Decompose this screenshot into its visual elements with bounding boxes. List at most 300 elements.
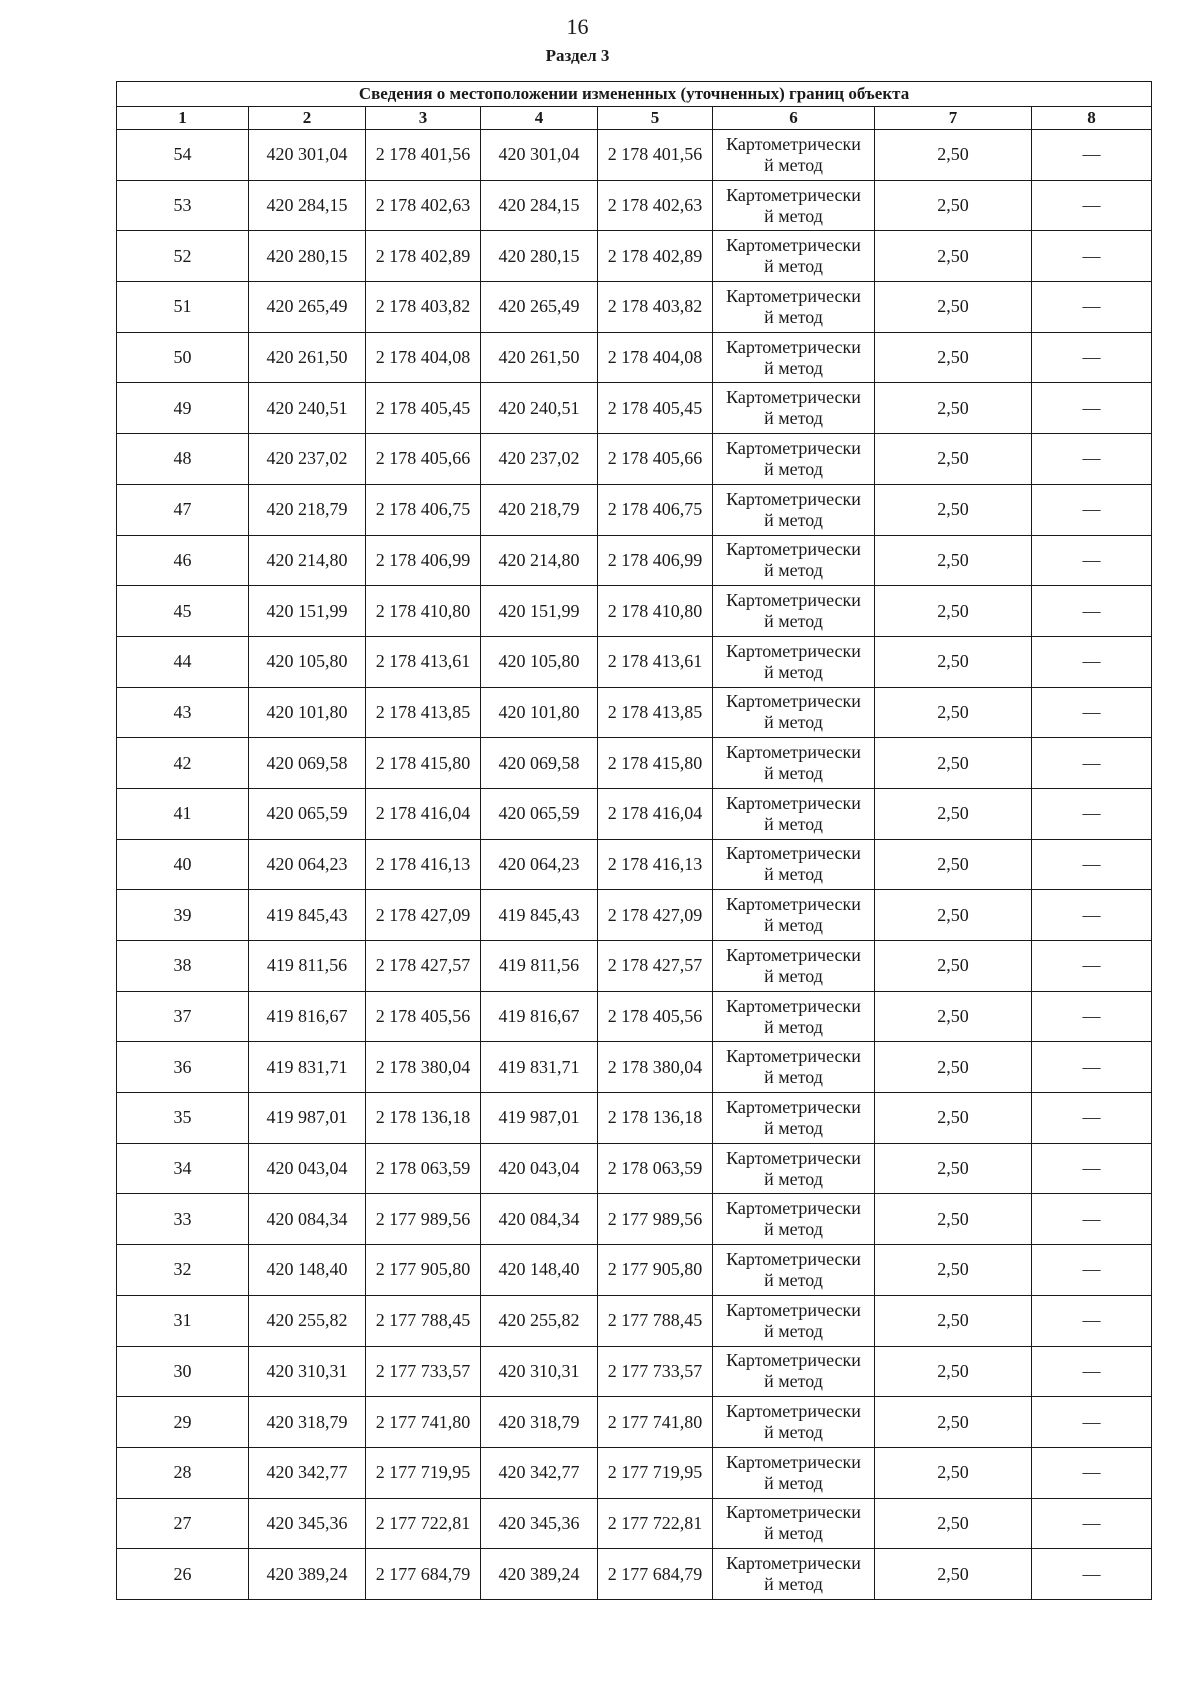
method-cell (713, 941, 875, 992)
point-number-cell: 51 (117, 282, 249, 333)
method-text: Картометрически (726, 1299, 861, 1320)
point-number-cell: 37 (117, 991, 249, 1042)
refined-x-cell: 419 831,71 (481, 1042, 598, 1093)
note-cell: — (1032, 586, 1152, 637)
point-number-cell: 54 (117, 130, 249, 181)
accuracy-cell: 2,50 (875, 1093, 1032, 1144)
method-text: й метод (764, 763, 823, 784)
table-row (117, 738, 1152, 789)
point-number-cell: 47 (117, 484, 249, 535)
existing-y-cell: 2 177 905,80 (366, 1245, 481, 1296)
point-number-cell: 30 (117, 1346, 249, 1397)
method-cell (713, 1346, 875, 1397)
method-cell (713, 282, 875, 333)
existing-y-cell: 2 178 427,57 (366, 941, 481, 992)
method-text: Картометрически (726, 1096, 861, 1117)
method-text: й метод (764, 661, 823, 682)
table-row (117, 1143, 1152, 1194)
note-cell: — (1032, 1498, 1152, 1549)
column-number: 8 (1032, 107, 1152, 130)
note-cell: — (1032, 738, 1152, 789)
table-row (117, 535, 1152, 586)
existing-x-cell: 420 255,82 (249, 1295, 366, 1346)
accuracy-cell: 2,50 (875, 282, 1032, 333)
point-number-cell: 41 (117, 788, 249, 839)
method-text: Картометрически (726, 843, 861, 864)
existing-x-cell: 420 069,58 (249, 738, 366, 789)
method-cell (713, 687, 875, 738)
accuracy-cell: 2,50 (875, 788, 1032, 839)
refined-x-cell: 420 065,59 (481, 788, 598, 839)
accuracy-cell: 2,50 (875, 890, 1032, 941)
note-cell: — (1032, 383, 1152, 434)
column-number: 1 (117, 107, 249, 130)
refined-x-cell: 420 265,49 (481, 282, 598, 333)
accuracy-cell: 2,50 (875, 687, 1032, 738)
refined-x-cell: 420 255,82 (481, 1295, 598, 1346)
note-cell: — (1032, 1143, 1152, 1194)
refined-x-cell: 420 214,80 (481, 535, 598, 586)
existing-y-cell: 2 178 410,80 (366, 586, 481, 637)
method-text: й метод (764, 864, 823, 885)
method-text: й метод (764, 813, 823, 834)
existing-x-cell: 420 105,80 (249, 636, 366, 687)
note-cell: — (1032, 687, 1152, 738)
table-row (117, 383, 1152, 434)
existing-y-cell: 2 177 684,79 (366, 1549, 481, 1600)
point-number-cell: 35 (117, 1093, 249, 1144)
existing-x-cell: 420 214,80 (249, 535, 366, 586)
table-row (117, 1295, 1152, 1346)
method-cell (713, 130, 875, 181)
refined-x-cell: 420 237,02 (481, 434, 598, 485)
section-title: Раздел 3 (545, 46, 610, 65)
table-row (117, 788, 1152, 839)
accuracy-cell: 2,50 (875, 991, 1032, 1042)
accuracy-cell: 2,50 (875, 1447, 1032, 1498)
point-number-cell: 50 (117, 332, 249, 383)
existing-y-cell: 2 178 413,85 (366, 687, 481, 738)
note-cell: — (1032, 788, 1152, 839)
refined-x-cell: 419 811,56 (481, 941, 598, 992)
refined-y-cell: 2 178 413,85 (598, 687, 713, 738)
method-cell (713, 788, 875, 839)
method-text: Картометрически (726, 894, 861, 915)
method-text: й метод (764, 408, 823, 429)
method-text: Картометрически (726, 1502, 861, 1523)
accuracy-cell: 2,50 (875, 636, 1032, 687)
note-cell: — (1032, 484, 1152, 535)
point-number-cell: 27 (117, 1498, 249, 1549)
method-text: Картометрически (726, 133, 861, 154)
point-number-cell: 40 (117, 839, 249, 890)
method-text: й метод (764, 1168, 823, 1189)
existing-x-cell: 420 101,80 (249, 687, 366, 738)
refined-y-cell: 2 177 722,81 (598, 1498, 713, 1549)
existing-x-cell: 420 345,36 (249, 1498, 366, 1549)
method-text: Картометрически (726, 235, 861, 256)
page-number: 16 (566, 14, 589, 39)
refined-y-cell: 2 177 788,45 (598, 1295, 713, 1346)
point-number-cell: 32 (117, 1245, 249, 1296)
existing-y-cell: 2 178 413,61 (366, 636, 481, 687)
table-row (117, 991, 1152, 1042)
refined-y-cell: 2 177 905,80 (598, 1245, 713, 1296)
refined-y-cell: 2 178 416,13 (598, 839, 713, 890)
accuracy-cell: 2,50 (875, 130, 1032, 181)
method-text: Картометрически (726, 590, 861, 611)
refined-y-cell: 2 177 741,80 (598, 1397, 713, 1448)
method-text: Картометрически (726, 792, 861, 813)
table-row (117, 484, 1152, 535)
existing-y-cell: 2 178 405,56 (366, 991, 481, 1042)
refined-y-cell: 2 178 413,61 (598, 636, 713, 687)
method-text: Картометрически (726, 691, 861, 712)
table-row (117, 282, 1152, 333)
point-number-cell: 31 (117, 1295, 249, 1346)
method-text: й метод (764, 1320, 823, 1341)
table-row (117, 231, 1152, 282)
existing-x-cell: 419 816,67 (249, 991, 366, 1042)
note-cell: — (1032, 941, 1152, 992)
table-row (117, 1397, 1152, 1448)
column-number: 2 (249, 107, 366, 130)
method-text: й метод (764, 560, 823, 581)
refined-x-cell: 420 218,79 (481, 484, 598, 535)
point-number-cell: 46 (117, 535, 249, 586)
method-text: Картометрически (726, 1198, 861, 1219)
refined-y-cell: 2 178 404,08 (598, 332, 713, 383)
refined-y-cell: 2 178 380,04 (598, 1042, 713, 1093)
table-row (117, 180, 1152, 231)
method-cell (713, 1397, 875, 1448)
method-text: й метод (764, 306, 823, 327)
method-text: й метод (764, 1523, 823, 1544)
refined-y-cell: 2 178 405,56 (598, 991, 713, 1042)
refined-x-cell: 420 084,34 (481, 1194, 598, 1245)
note-cell: — (1032, 839, 1152, 890)
method-text: й метод (764, 1219, 823, 1240)
existing-y-cell: 2 178 402,89 (366, 231, 481, 282)
table-row (117, 586, 1152, 637)
refined-y-cell: 2 177 989,56 (598, 1194, 713, 1245)
point-number-cell: 26 (117, 1549, 249, 1600)
existing-y-cell: 2 178 406,99 (366, 535, 481, 586)
column-number: 5 (598, 107, 713, 130)
refined-y-cell: 2 177 733,57 (598, 1346, 713, 1397)
boundary-coordinates-table (116, 81, 1152, 1600)
existing-y-cell: 2 177 722,81 (366, 1498, 481, 1549)
table-row (117, 1549, 1152, 1600)
method-cell (713, 332, 875, 383)
existing-x-cell: 420 284,15 (249, 180, 366, 231)
existing-x-cell: 420 064,23 (249, 839, 366, 890)
note-cell: — (1032, 1245, 1152, 1296)
note-cell: — (1032, 1194, 1152, 1245)
note-cell: — (1032, 1447, 1152, 1498)
refined-y-cell: 2 178 405,66 (598, 434, 713, 485)
method-text: Картометрически (726, 488, 861, 509)
refined-x-cell: 420 280,15 (481, 231, 598, 282)
method-text: й метод (764, 1117, 823, 1138)
note-cell: — (1032, 1397, 1152, 1448)
table-row (117, 1093, 1152, 1144)
refined-x-cell: 420 261,50 (481, 332, 598, 383)
note-cell: — (1032, 1295, 1152, 1346)
refined-x-cell: 420 318,79 (481, 1397, 598, 1448)
point-number-cell: 28 (117, 1447, 249, 1498)
point-number-cell: 38 (117, 941, 249, 992)
refined-y-cell: 2 178 406,99 (598, 535, 713, 586)
existing-x-cell: 420 389,24 (249, 1549, 366, 1600)
column-number: 6 (713, 107, 875, 130)
accuracy-cell: 2,50 (875, 1295, 1032, 1346)
existing-y-cell: 2 178 427,09 (366, 890, 481, 941)
column-number: 3 (366, 107, 481, 130)
refined-x-cell: 419 816,67 (481, 991, 598, 1042)
existing-x-cell: 419 845,43 (249, 890, 366, 941)
method-text: й метод (764, 1067, 823, 1088)
method-text: Картометрически (726, 285, 861, 306)
note-cell: — (1032, 1093, 1152, 1144)
note-cell: — (1032, 180, 1152, 231)
existing-x-cell: 420 261,50 (249, 332, 366, 383)
accuracy-cell: 2,50 (875, 1397, 1032, 1448)
column-number: 4 (481, 107, 598, 130)
accuracy-cell: 2,50 (875, 1549, 1032, 1600)
existing-y-cell: 2 177 719,95 (366, 1447, 481, 1498)
note-cell: — (1032, 1346, 1152, 1397)
method-cell (713, 383, 875, 434)
note-cell: — (1032, 636, 1152, 687)
table-row (117, 1498, 1152, 1549)
method-cell (713, 890, 875, 941)
accuracy-cell: 2,50 (875, 941, 1032, 992)
method-text: й метод (764, 965, 823, 986)
existing-y-cell: 2 178 415,80 (366, 738, 481, 789)
existing-x-cell: 420 342,77 (249, 1447, 366, 1498)
refined-x-cell: 420 342,77 (481, 1447, 598, 1498)
refined-y-cell: 2 178 403,82 (598, 282, 713, 333)
method-text: й метод (764, 357, 823, 378)
method-cell (713, 1143, 875, 1194)
refined-x-cell: 420 151,99 (481, 586, 598, 637)
method-text: й метод (764, 915, 823, 936)
method-cell (713, 180, 875, 231)
refined-x-cell: 420 064,23 (481, 839, 598, 890)
point-number-cell: 45 (117, 586, 249, 637)
refined-y-cell: 2 178 063,59 (598, 1143, 713, 1194)
method-text: й метод (764, 1371, 823, 1392)
method-cell (713, 484, 875, 535)
existing-y-cell: 2 178 405,45 (366, 383, 481, 434)
refined-x-cell: 420 345,36 (481, 1498, 598, 1549)
table-row (117, 636, 1152, 687)
method-cell (713, 434, 875, 485)
refined-x-cell: 420 301,04 (481, 130, 598, 181)
point-number-cell: 48 (117, 434, 249, 485)
method-cell (713, 1194, 875, 1245)
method-text: й метод (764, 1422, 823, 1443)
table-body (117, 130, 1152, 1600)
point-number-cell: 44 (117, 636, 249, 687)
refined-y-cell: 2 178 427,09 (598, 890, 713, 941)
refined-x-cell: 420 043,04 (481, 1143, 598, 1194)
note-cell: — (1032, 535, 1152, 586)
accuracy-cell: 2,50 (875, 332, 1032, 383)
method-text: й метод (764, 712, 823, 733)
point-number-cell: 36 (117, 1042, 249, 1093)
method-cell (713, 839, 875, 890)
note-cell: — (1032, 1549, 1152, 1600)
table-row (117, 434, 1152, 485)
refined-y-cell: 2 177 719,95 (598, 1447, 713, 1498)
refined-x-cell: 420 148,40 (481, 1245, 598, 1296)
existing-y-cell: 2 178 416,04 (366, 788, 481, 839)
method-text: Картометрически (726, 539, 861, 560)
accuracy-cell: 2,50 (875, 586, 1032, 637)
refined-y-cell: 2 178 415,80 (598, 738, 713, 789)
note-cell: — (1032, 282, 1152, 333)
note-cell: — (1032, 890, 1152, 941)
existing-x-cell: 420 310,31 (249, 1346, 366, 1397)
existing-y-cell: 2 178 405,66 (366, 434, 481, 485)
method-cell (713, 738, 875, 789)
existing-x-cell: 420 043,04 (249, 1143, 366, 1194)
existing-x-cell: 420 218,79 (249, 484, 366, 535)
existing-y-cell: 2 177 733,57 (366, 1346, 481, 1397)
existing-x-cell: 419 811,56 (249, 941, 366, 992)
point-number-cell: 39 (117, 890, 249, 941)
method-text: Картометрически (726, 437, 861, 458)
method-text: й метод (764, 509, 823, 530)
existing-x-cell: 420 301,04 (249, 130, 366, 181)
existing-y-cell: 2 178 403,82 (366, 282, 481, 333)
note-cell: — (1032, 1042, 1152, 1093)
point-number-cell: 49 (117, 383, 249, 434)
accuracy-cell: 2,50 (875, 1143, 1032, 1194)
existing-x-cell: 420 280,15 (249, 231, 366, 282)
method-text: й метод (764, 154, 823, 175)
refined-x-cell: 420 105,80 (481, 636, 598, 687)
table-row (117, 332, 1152, 383)
refined-y-cell: 2 178 405,45 (598, 383, 713, 434)
existing-y-cell: 2 178 404,08 (366, 332, 481, 383)
method-cell (713, 991, 875, 1042)
method-text: Картометрически (726, 1350, 861, 1371)
point-number-cell: 34 (117, 1143, 249, 1194)
method-text: Картометрически (726, 944, 861, 965)
accuracy-cell: 2,50 (875, 839, 1032, 890)
table-row (117, 1042, 1152, 1093)
note-cell: — (1032, 130, 1152, 181)
table-row (117, 130, 1152, 181)
table-row (117, 687, 1152, 738)
method-text: й метод (764, 1269, 823, 1290)
table-row (117, 839, 1152, 890)
point-number-cell: 29 (117, 1397, 249, 1448)
accuracy-cell: 2,50 (875, 1245, 1032, 1296)
accuracy-cell: 2,50 (875, 1346, 1032, 1397)
method-cell (713, 1498, 875, 1549)
existing-y-cell: 2 178 406,75 (366, 484, 481, 535)
existing-y-cell: 2 177 989,56 (366, 1194, 481, 1245)
accuracy-cell: 2,50 (875, 231, 1032, 282)
table-caption: Сведения о местоположении измененных (уточненных) границ объекта (117, 82, 1152, 107)
refined-y-cell: 2 178 410,80 (598, 586, 713, 637)
refined-y-cell: 2 178 427,57 (598, 941, 713, 992)
existing-y-cell: 2 177 741,80 (366, 1397, 481, 1448)
method-text: Картометрически (726, 336, 861, 357)
method-cell (713, 1245, 875, 1296)
refined-y-cell: 2 178 406,75 (598, 484, 713, 535)
method-text: й метод (764, 256, 823, 277)
note-cell: — (1032, 434, 1152, 485)
method-cell (713, 535, 875, 586)
refined-y-cell: 2 178 402,63 (598, 180, 713, 231)
method-text: й метод (764, 1016, 823, 1037)
existing-y-cell: 2 178 416,13 (366, 839, 481, 890)
existing-x-cell: 420 084,34 (249, 1194, 366, 1245)
point-number-cell: 42 (117, 738, 249, 789)
refined-x-cell: 420 389,24 (481, 1549, 598, 1600)
refined-x-cell: 420 240,51 (481, 383, 598, 434)
column-number-row (117, 107, 1152, 130)
method-text: Картометрически (726, 1451, 861, 1472)
column-number: 7 (875, 107, 1032, 130)
point-number-cell: 52 (117, 231, 249, 282)
existing-x-cell: 420 148,40 (249, 1245, 366, 1296)
method-text: Картометрически (726, 184, 861, 205)
accuracy-cell: 2,50 (875, 738, 1032, 789)
accuracy-cell: 2,50 (875, 434, 1032, 485)
table-row (117, 1447, 1152, 1498)
method-text: Картометрически (726, 1046, 861, 1067)
refined-x-cell: 419 987,01 (481, 1093, 598, 1144)
accuracy-cell: 2,50 (875, 383, 1032, 434)
existing-x-cell: 420 065,59 (249, 788, 366, 839)
method-text: Картометрически (726, 1401, 861, 1422)
refined-x-cell: 420 069,58 (481, 738, 598, 789)
existing-x-cell: 420 265,49 (249, 282, 366, 333)
accuracy-cell: 2,50 (875, 1042, 1032, 1093)
accuracy-cell: 2,50 (875, 1498, 1032, 1549)
refined-y-cell: 2 178 401,56 (598, 130, 713, 181)
note-cell: — (1032, 332, 1152, 383)
refined-y-cell: 2 178 402,89 (598, 231, 713, 282)
accuracy-cell: 2,50 (875, 484, 1032, 535)
point-number-cell: 43 (117, 687, 249, 738)
method-cell (713, 1549, 875, 1600)
refined-x-cell: 419 845,43 (481, 890, 598, 941)
method-cell (713, 586, 875, 637)
table-row (117, 1194, 1152, 1245)
existing-x-cell: 420 318,79 (249, 1397, 366, 1448)
method-text: й метод (764, 611, 823, 632)
existing-y-cell: 2 178 401,56 (366, 130, 481, 181)
accuracy-cell: 2,50 (875, 1194, 1032, 1245)
existing-x-cell: 420 240,51 (249, 383, 366, 434)
method-cell (713, 1093, 875, 1144)
method-cell (713, 231, 875, 282)
existing-y-cell: 2 178 063,59 (366, 1143, 481, 1194)
method-text: й метод (764, 458, 823, 479)
refined-y-cell: 2 178 416,04 (598, 788, 713, 839)
note-cell: — (1032, 231, 1152, 282)
method-cell (713, 1042, 875, 1093)
accuracy-cell: 2,50 (875, 180, 1032, 231)
accuracy-cell: 2,50 (875, 535, 1032, 586)
